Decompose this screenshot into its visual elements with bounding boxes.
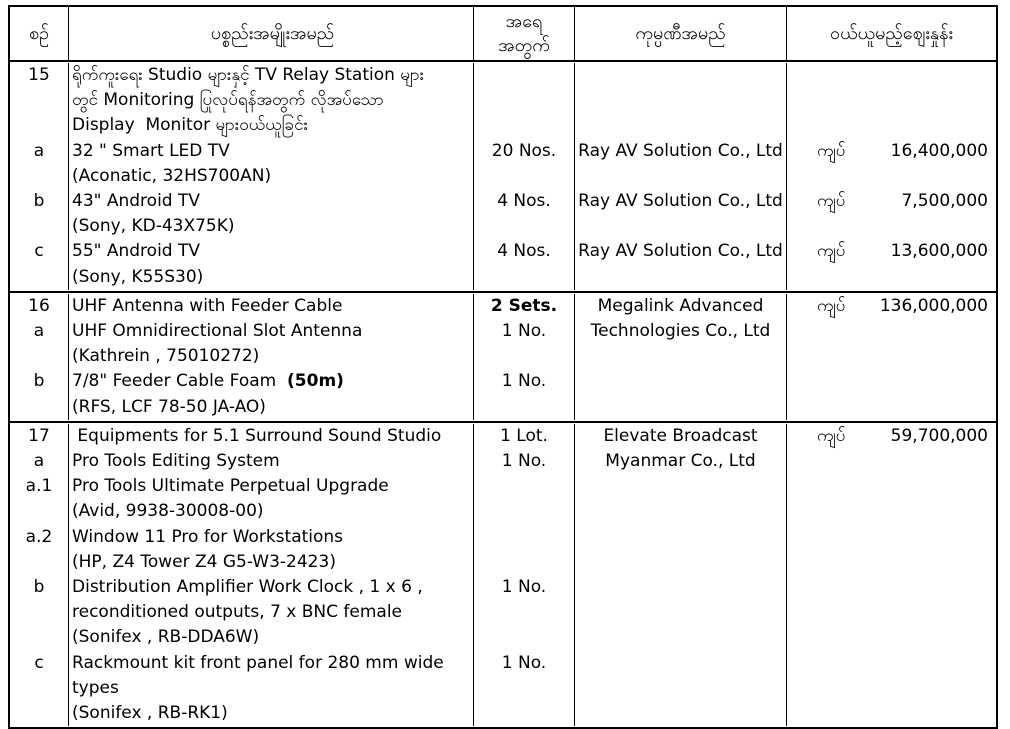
company-cell xyxy=(575,369,787,419)
quantity-cell xyxy=(474,474,575,524)
table-row xyxy=(10,239,996,289)
item-line-bold-segment: (50m) xyxy=(287,371,344,392)
price-cell xyxy=(787,139,996,189)
quantity-cell: 2 Sets. xyxy=(474,294,575,319)
company-cell xyxy=(575,63,787,139)
price-cell xyxy=(787,63,996,139)
quantity-cell: 20 Nos. xyxy=(474,139,575,189)
table-row xyxy=(10,369,996,419)
company-cell: Myanmar Co., Ltd xyxy=(575,449,787,474)
item-cell xyxy=(69,449,474,474)
procurement-table xyxy=(8,5,998,729)
header-serial xyxy=(10,7,69,60)
table-section-17 xyxy=(10,421,996,727)
table-row xyxy=(10,319,996,369)
company-cell: Technologies Co., Ltd xyxy=(575,319,787,369)
item-line: UHF Omnidirectional Slot Antenna xyxy=(72,321,363,342)
item-cell xyxy=(69,239,474,289)
quantity-cell: 1 No. xyxy=(474,319,575,369)
price-amount: 7,500,000 xyxy=(901,191,988,212)
table-row xyxy=(10,474,996,524)
item-line: (Sony, KD-43X75K) xyxy=(72,216,235,237)
serial-cell: 16 xyxy=(10,294,69,319)
item-cell xyxy=(69,189,474,239)
header-quantity xyxy=(474,7,575,60)
quantity-cell: 1 No. xyxy=(474,449,575,474)
item-line-segment: 7/8" Feeder Cable Foam xyxy=(72,371,288,392)
item-line: Window 11 Pro for Workstations xyxy=(72,526,344,547)
header-serial-label: စဉ် xyxy=(28,22,50,44)
serial-cell: a xyxy=(10,319,69,369)
table-body xyxy=(10,62,996,727)
item-line: 55" Android TV xyxy=(72,241,200,262)
table-row xyxy=(10,139,996,189)
item-line: Pro Tools Editing System xyxy=(72,451,280,472)
header-company xyxy=(575,7,787,60)
table-section-15 xyxy=(10,62,996,291)
price-cell xyxy=(787,239,996,289)
company-cell: Megalink Advanced xyxy=(575,294,787,319)
header-company-label: ကုမ္ပဏီအမည် xyxy=(635,22,726,44)
price-amount: 13,600,000 xyxy=(890,241,988,262)
company-cell: Ray AV Solution Co., Ltd xyxy=(575,189,787,239)
quantity-cell: 1 No. xyxy=(474,575,575,651)
quantity-cell: 1 No. xyxy=(474,369,575,419)
item-cell xyxy=(69,319,474,369)
table-row xyxy=(10,294,996,319)
price-cell xyxy=(787,474,996,524)
currency-label: ကျပ် xyxy=(817,140,846,161)
quantity-cell: 1 Lot. xyxy=(474,424,575,449)
item-line: (Sonifex , RB-RK1) xyxy=(72,703,228,724)
item-line: တွင် Monitoring ပြုလုပ်ရန်အတွက် လိုအပ်သော xyxy=(72,90,384,111)
serial-cell: c xyxy=(10,651,69,727)
header-quantity-line1: အရေ xyxy=(505,10,543,32)
item-line: Display Monitor များဝယ်ယူခြင်း xyxy=(72,115,308,136)
table-row xyxy=(10,449,996,474)
item-line: (HP, Z4 Tower Z4 G5-W3-2423) xyxy=(72,551,336,572)
item-line: 32 " Smart LED TV xyxy=(72,140,230,161)
header-quantity-line2: အတွက် xyxy=(498,34,550,56)
serial-cell: b xyxy=(10,189,69,239)
price-cell xyxy=(787,319,996,369)
serial-cell: 15 xyxy=(10,63,69,139)
table-row xyxy=(10,651,996,727)
item-line: Distribution Amplifier Work Clock , 1 x 6 , xyxy=(72,577,423,598)
serial-cell: c xyxy=(10,239,69,289)
item-line: Pro Tools Ultimate Perpetual Upgrade xyxy=(72,476,389,497)
currency-label: ကျပ် xyxy=(817,295,846,316)
item-line: Equipments for 5.1 Surround Sound Studio xyxy=(72,425,442,446)
company-cell: Elevate Broadcast xyxy=(575,424,787,449)
item-cell xyxy=(69,474,474,524)
item-cell xyxy=(69,651,474,727)
item-line: reconditioned outputs, 7 x BNC female xyxy=(72,602,403,623)
item-line: UHF Antenna with Feeder Cable xyxy=(72,295,343,316)
item-cell xyxy=(69,63,474,139)
item-cell xyxy=(69,369,474,419)
header-price-label: ဝယ်ယူမည့်ဈေးနှုန်း xyxy=(830,22,953,44)
serial-cell: a xyxy=(10,139,69,189)
serial-cell: a.2 xyxy=(10,525,69,575)
table-row xyxy=(10,575,996,651)
company-cell xyxy=(575,651,787,727)
company-cell xyxy=(575,474,787,524)
serial-cell: b xyxy=(10,575,69,651)
quantity-cell: 4 Nos. xyxy=(474,239,575,289)
item-cell xyxy=(69,424,474,449)
table-row xyxy=(10,63,996,139)
table-row xyxy=(10,189,996,239)
company-cell xyxy=(575,575,787,651)
item-line: (Sonifex , RB-DDA6W) xyxy=(72,627,260,648)
item-line: (Kathrein , 75010272) xyxy=(72,346,260,367)
item-line: (RFS, LCF 78-50 JA-AO) xyxy=(72,396,266,417)
serial-cell: a.1 xyxy=(10,474,69,524)
company-cell xyxy=(575,525,787,575)
header-item-name xyxy=(69,7,474,60)
price-amount: 59,700,000 xyxy=(890,425,988,446)
table-row xyxy=(10,525,996,575)
price-cell xyxy=(787,424,996,449)
price-cell xyxy=(787,189,996,239)
item-line: 43" Android TV xyxy=(72,191,200,212)
price-cell xyxy=(787,525,996,575)
quantity-cell: 1 No. xyxy=(474,651,575,727)
item-cell xyxy=(69,294,474,319)
item-line: (Sony, K55S30) xyxy=(72,266,204,287)
price-cell xyxy=(787,369,996,419)
serial-cell: 17 xyxy=(10,424,69,449)
serial-cell: a xyxy=(10,449,69,474)
item-line: (Aconatic, 32HS700AN) xyxy=(72,165,272,186)
price-cell xyxy=(787,575,996,651)
quantity-cell xyxy=(474,63,575,139)
item-line xyxy=(72,369,473,394)
currency-label: ကျပ် xyxy=(817,425,846,446)
quantity-cell: 4 Nos. xyxy=(474,189,575,239)
table-row xyxy=(10,424,996,449)
currency-label: ကျပ် xyxy=(817,241,846,262)
company-cell: Ray AV Solution Co., Ltd xyxy=(575,239,787,289)
item-line: Rackmount kit front panel for 280 mm wide types xyxy=(72,652,450,698)
item-line: (Avid, 9938-30008-00) xyxy=(72,501,264,522)
currency-label: ကျပ် xyxy=(817,191,846,212)
item-line: ရိုက်ကူးရေး Studio များနှင့် TV Relay Station များ xyxy=(72,65,425,85)
quantity-cell xyxy=(474,525,575,575)
table-section-16 xyxy=(10,291,996,421)
item-cell xyxy=(69,525,474,575)
header-item-name-label: ပစ္စည်းအမျိုးအမည် xyxy=(210,22,335,44)
price-amount: 16,400,000 xyxy=(890,140,988,161)
item-cell xyxy=(69,575,474,651)
serial-cell: b xyxy=(10,369,69,419)
header-price xyxy=(787,7,996,60)
item-cell xyxy=(69,139,474,189)
price-cell xyxy=(787,449,996,474)
table-header-row xyxy=(10,7,996,62)
price-amount: 136,000,000 xyxy=(879,295,988,316)
price-cell xyxy=(787,651,996,727)
price-cell xyxy=(787,294,996,319)
company-cell: Ray AV Solution Co., Ltd xyxy=(575,139,787,189)
